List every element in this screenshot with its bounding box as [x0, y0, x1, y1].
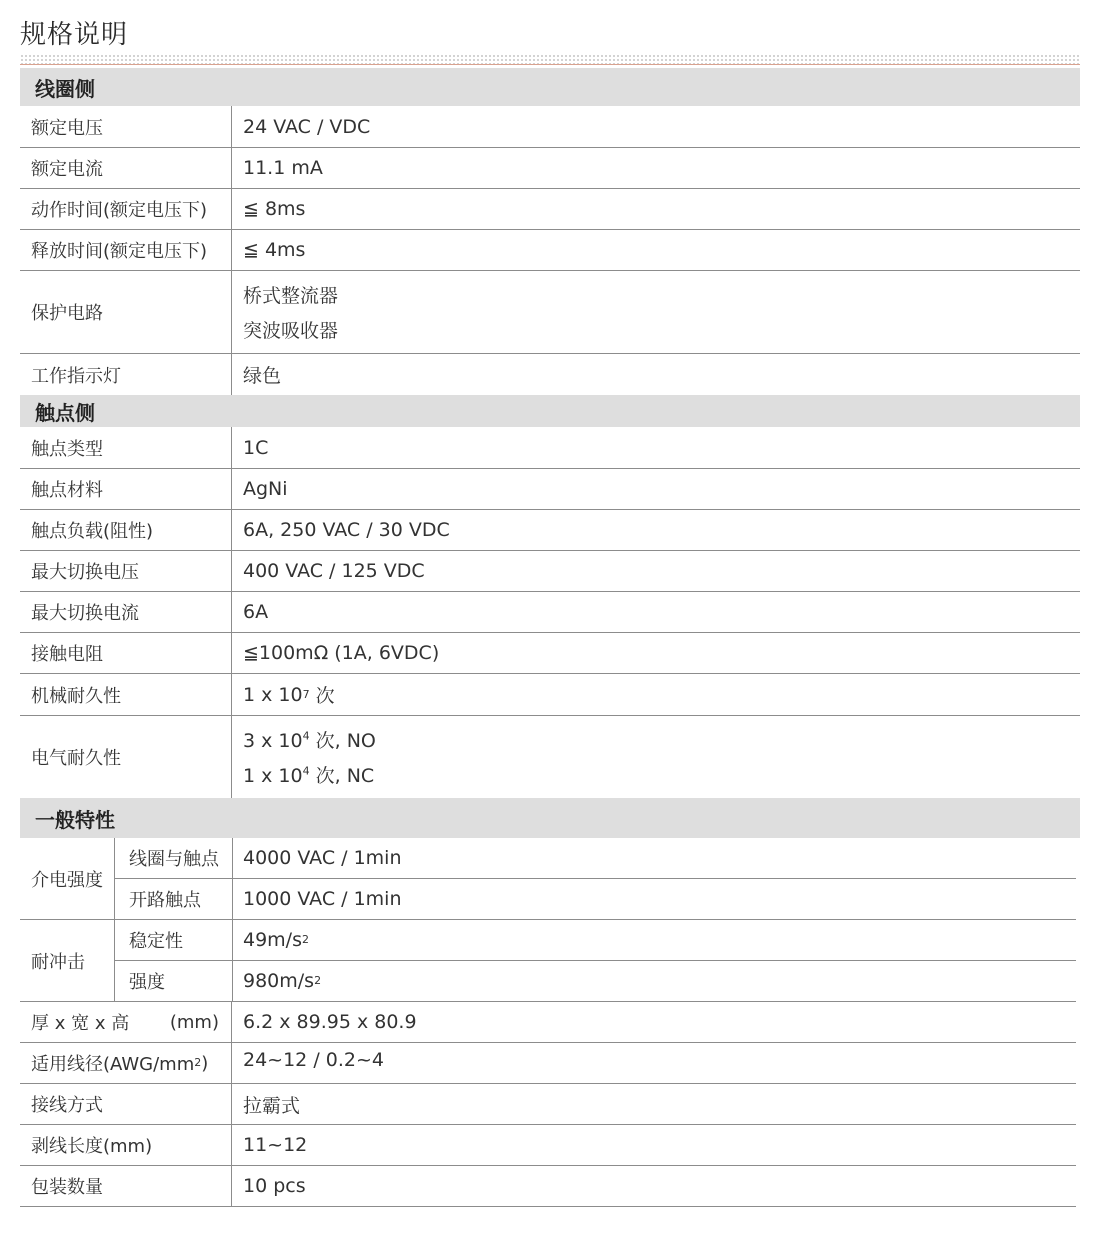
spec-row-release-time	[20, 230, 1080, 271]
spec-value	[233, 271, 1080, 353]
spec-label: 最大切换电压	[20, 551, 232, 591]
section-header-coil: 线圈侧	[20, 68, 1080, 106]
spec-value: 6A, 250 VAC / 30 VDC	[243, 519, 450, 541]
spec-value: 6.2 x 89.95 x 80.9	[243, 1011, 417, 1033]
spec-row-operate-time	[20, 189, 1080, 230]
spec-sub-label: 强度	[115, 961, 233, 1001]
spec-value: 1000 VAC / 1min	[243, 888, 402, 910]
spec-value: 400 VAC / 125 VDC	[243, 560, 425, 582]
spec-row-dielectric-coil-contact	[115, 838, 1076, 879]
spec-row-package-qty	[20, 1166, 1076, 1207]
spec-row-contact-material	[20, 469, 1080, 510]
spec-value: 24 VAC / VDC	[243, 115, 371, 138]
title-dotted-rule	[20, 54, 1080, 64]
spec-row-strip-length	[20, 1125, 1076, 1166]
spec-value-line: 突波吸收器	[243, 320, 339, 342]
spec-label: 额定电压	[20, 106, 232, 147]
spec-row-contact-resistance	[20, 633, 1080, 674]
spec-value-line: 桥式整流器	[243, 285, 339, 307]
spec-label: 保护电路	[20, 271, 232, 353]
spec-label: 触点材料	[20, 469, 232, 509]
spec-label: 包装数量	[20, 1166, 232, 1206]
spec-row-rated-voltage	[20, 106, 1080, 148]
group-label-shock: 耐冲击	[20, 920, 115, 1002]
spec-label: 最大切换电流	[20, 592, 232, 632]
spec-value: 11~12	[243, 1134, 308, 1156]
spec-row-protection-circuit	[20, 271, 1080, 354]
spec-value: 10 pcs	[243, 1175, 306, 1197]
spec-row-electrical-endurance	[20, 716, 1080, 798]
spec-value: 4000 VAC / 1min	[243, 847, 402, 869]
spec-value: 49m/s 2	[243, 929, 309, 951]
spec-label: 释放时间(额定电压下)	[20, 230, 232, 270]
spec-label: 机械耐久性	[20, 674, 232, 715]
spec-label: 额定电流	[20, 148, 232, 188]
spec-value: 拉霸式	[243, 1094, 301, 1117]
spec-label: 动作时间(额定电压下)	[20, 189, 232, 229]
spec-value: ≦ 4ms	[243, 239, 306, 261]
spec-row-wiring-method	[20, 1084, 1076, 1125]
spec-row-mechanical-endurance	[20, 674, 1080, 716]
spec-label: 剥线长度(mm)	[20, 1125, 232, 1165]
spec-row-wire-gauge	[20, 1043, 1076, 1084]
spec-row-dielectric-open-contact	[115, 879, 1076, 920]
spec-value: 6A	[243, 601, 269, 623]
spec-label: 接触电阻	[20, 633, 232, 673]
spec-label: 工作指示灯	[20, 354, 232, 395]
page-title: 规格说明	[20, 20, 129, 50]
spec-row-max-switching-current	[20, 592, 1080, 633]
section-header-contact: 触点侧	[20, 395, 1080, 427]
spec-value: 980m/s 2	[243, 970, 322, 992]
spec-value: AgNi	[243, 478, 288, 500]
group-label-dielectric: 介电强度	[20, 838, 115, 920]
spec-sub-label: 开路触点	[115, 879, 233, 919]
spec-row-contact-type	[20, 427, 1080, 469]
spec-label: 触点类型	[20, 427, 232, 468]
spec-row-contact-load	[20, 510, 1080, 551]
spec-value-line: 3 x $10^4$ 次, NO	[243, 729, 376, 752]
spec-label: 适用线径(AWG/mm 2 )	[20, 1043, 232, 1083]
spec-value	[233, 716, 1080, 798]
spec-sub-label: 稳定性	[115, 920, 233, 960]
spec-row-rated-current	[20, 148, 1080, 189]
title-accent-rule	[20, 64, 1080, 65]
spec-value: 1 x 10 7 次	[243, 683, 335, 707]
spec-value: 24~12 / 0.2~4	[243, 1049, 384, 1071]
spec-row-shock-stability	[115, 920, 1076, 961]
spec-label: 接线方式	[20, 1084, 232, 1124]
spec-row-shock-strength	[115, 961, 1076, 1002]
spec-row-indicator	[20, 354, 1080, 395]
spec-value-line: 1 x $10^4$ 次, NC	[243, 764, 375, 787]
spec-label: 电气耐久性	[20, 716, 232, 798]
spec-value: 1C	[243, 436, 269, 459]
spec-row-max-switching-voltage	[20, 551, 1080, 592]
spec-value: 11.1 mA	[243, 157, 323, 179]
spec-value: ≦100mΩ (1A, 6VDC)	[243, 642, 440, 664]
spec-value: ≦ 8ms	[243, 198, 306, 220]
spec-sub-label: 线圈与触点	[115, 838, 233, 878]
section-header-general: 一般特性	[20, 798, 1080, 838]
spec-label: 触点负载(阻性)	[20, 510, 232, 550]
spec-value: 绿色	[243, 365, 282, 387]
spec-row-dimensions	[20, 1002, 1076, 1043]
spec-label: 厚 x 宽 x 高 (mm)	[20, 1002, 232, 1042]
